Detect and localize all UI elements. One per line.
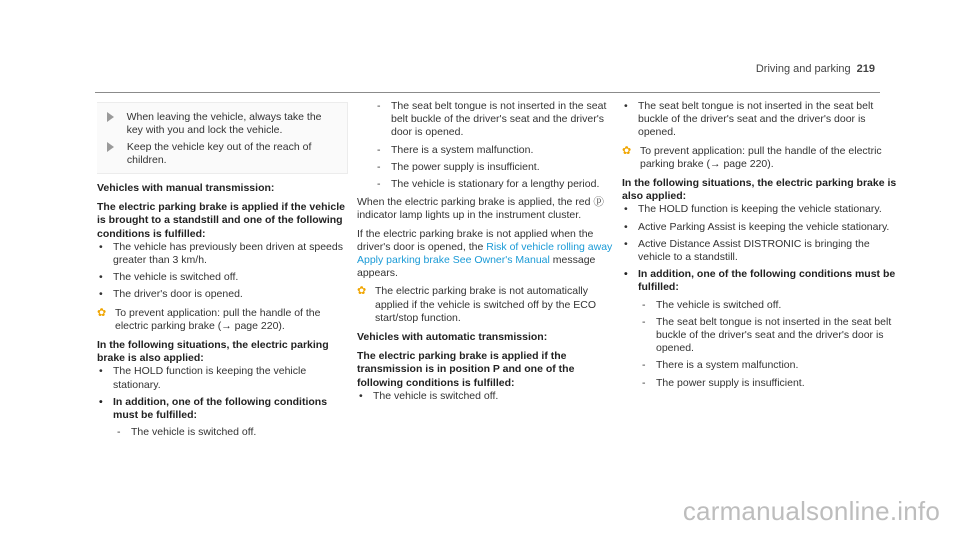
tip-icon: ✿ <box>622 144 632 157</box>
section-title: Driving and parking <box>755 63 851 75</box>
sub-item: - The vehicle is switched off. <box>642 298 782 311</box>
sub-item: - The vehicle is stationary for a lengthy period. <box>377 178 600 191</box>
list-item: • The HOLD function is keeping the vehicle stationary. <box>624 203 882 216</box>
list-item: • The seat belt tongue is not inserted in the seat belt buckle of the driver's seat and the driver's door is opened. <box>624 100 874 139</box>
list-item: • The vehicle is switched off. <box>99 271 239 284</box>
heading: In the following situations, the electric parking brake is also applied: <box>622 177 897 203</box>
heading: Vehicles with automatic transmission: <box>357 331 548 344</box>
heading: In the following situations, the electric parking brake is also applied: <box>97 339 329 365</box>
column-3 <box>622 100 897 390</box>
list-item: • Active Parking Assist is keeping the vehicle stationary. <box>624 220 890 233</box>
sub-item: - There is a system malfunction. <box>642 359 799 372</box>
tip: ✿ To prevent application: pull the handle of the electric parking brake (→ page 220). <box>622 144 882 170</box>
message-link[interactable]: Risk of vehicle rolling away Apply parking brake See Owner's Manual <box>357 240 613 267</box>
tip-icon: ✿ <box>97 306 107 319</box>
sub-item: - The seat belt tongue is not inserted in the seat belt buckle of the driver's seat and the driver's door is opened. <box>642 315 892 355</box>
tip: ✿ The electric parking brake is not automatically applied if the vehicle is switched off by the ECO start/stop function. <box>357 285 597 324</box>
list-item: • The vehicle is switched off. <box>359 389 499 402</box>
column-1 <box>97 182 352 439</box>
tip-icon: ✿ <box>357 285 367 298</box>
list-item: • The driver's door is opened. <box>99 288 243 301</box>
sub-item: - The vehicle is switched off. <box>117 426 257 439</box>
sub-item: - The seat belt tongue is not inserted in the seat belt buckle of the driver's seat and the driver's door is opened. <box>377 100 607 139</box>
paragraph: When the electric parking brake is applied, the red ⓟ indicator lamp lights up in the instrument cluster. <box>357 196 604 222</box>
sub-item: - The power supply is insufficient. <box>642 376 805 389</box>
heading: Vehicles with manual transmission: <box>97 182 275 194</box>
arrow-icon <box>107 142 115 152</box>
list-item: • In addition, one of the following conditions must be fulfilled: <box>624 268 896 294</box>
list-item: • The HOLD function is keeping the vehicle stationary. <box>99 365 307 391</box>
heading: The electric parking brake is applied if the vehicle is brought to a standstill and one of the following conditions is fulfilled: <box>97 201 346 240</box>
column-2 <box>357 100 622 403</box>
list-item: • In addition, one of the following conditions must be fulfilled: <box>99 395 328 422</box>
note-item: Keep the vehicle key out of the reach of children. <box>107 141 332 167</box>
page-number: 219 <box>856 63 875 75</box>
heading: The electric parking brake is applied if the transmission is in position P and one of the following conditions is fulfilled: <box>357 350 575 389</box>
page-header <box>756 63 875 75</box>
list-item: • Active Distance Assist DISTRONIC is bringing the vehicle to a standstill. <box>624 237 870 264</box>
note-item: When leaving the vehicle, always take the key with you and lock the vehicle. <box>107 111 332 137</box>
arrow-icon <box>107 112 115 122</box>
watermark: carmanualsonline.info <box>682 496 940 526</box>
tip: ✿ To prevent application: pull the handle of the electric parking brake (→ page 220). <box>97 306 321 332</box>
header-rule <box>95 80 880 93</box>
sub-item: - The power supply is insufficient. <box>377 160 540 173</box>
sub-item: - There is a system malfunction. <box>377 143 534 156</box>
paragraph: If the electric parking brake is not applied when the driver's door is opened, the Risk of vehicle rolling away Apply parking brake See Owner's Manual message appears. <box>357 227 613 280</box>
list-item: • The vehicle has previously been driven at speeds greater than 3 km/h. <box>99 240 343 267</box>
warning-note-box <box>97 102 348 174</box>
